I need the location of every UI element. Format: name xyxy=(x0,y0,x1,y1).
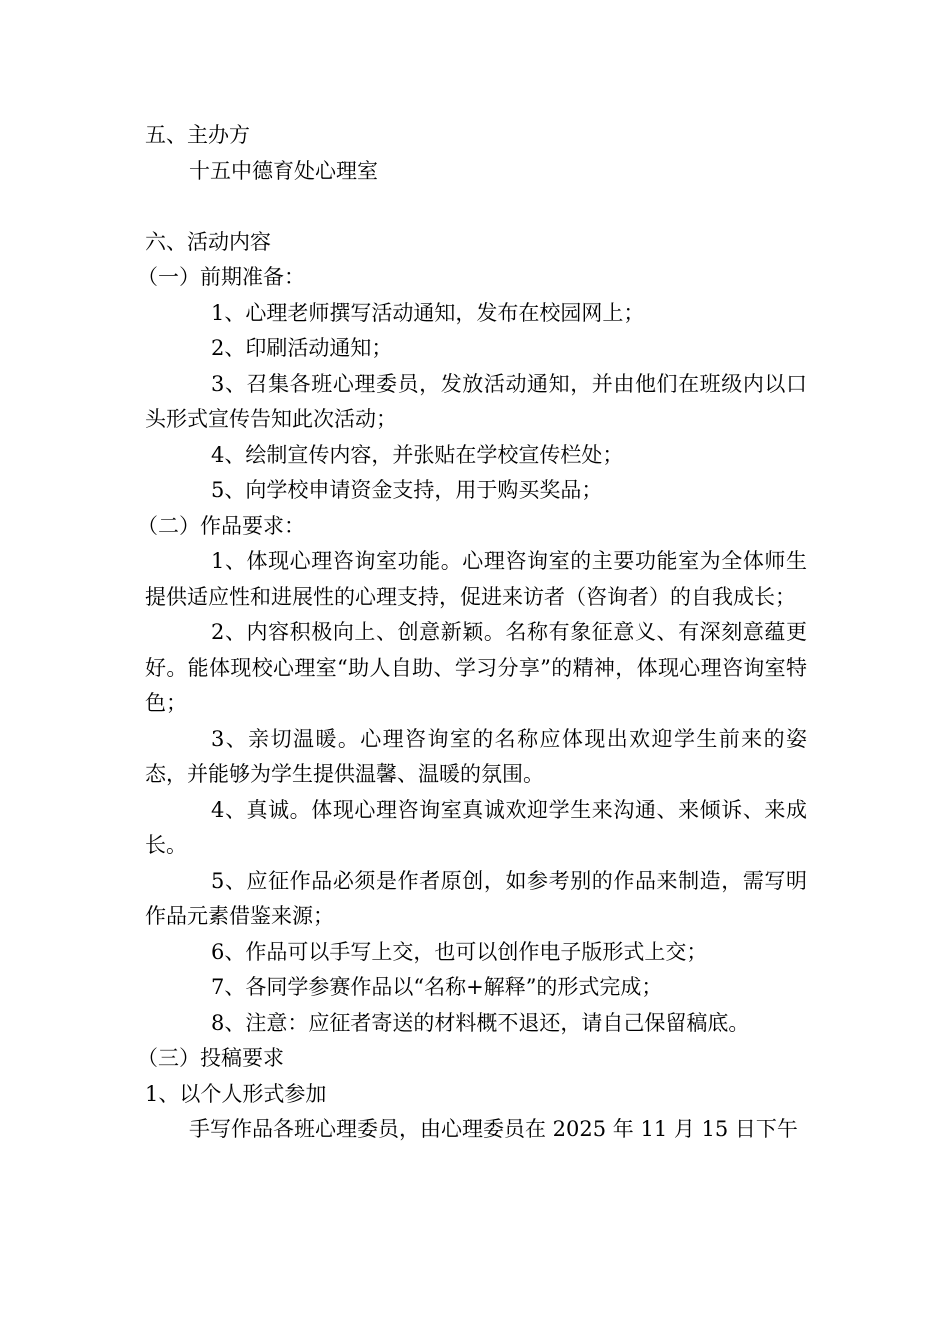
section-6-heading: 六、活动内容 xyxy=(145,229,271,254)
prep-item-4: 4、绘制宣传内容，并张贴在学校宣传栏处； xyxy=(211,442,624,467)
submit-item-1: 1、以个人形式参加 xyxy=(145,1081,327,1106)
subsection-2-heading: （二）作品要求： xyxy=(137,513,305,538)
req-item-3: 3、亲切温暖。心理咨询室的名称应体现出欢迎学生前来的姿态，并能够为学生提供温馨、温暖的氛围。 xyxy=(145,726,807,786)
subsection-1-heading: （一）前期准备： xyxy=(137,265,305,289)
req-item-7: 7、各同学参赛作品以“名称+解释”的形式完成； xyxy=(211,975,663,999)
req-item-6: 6、作品可以手写上交，也可以创作电子版形式上交； xyxy=(211,939,708,964)
section-5-organizer: 十五中德育处心理室 xyxy=(189,158,378,183)
prep-item-3: 3、召集各班心理委员，发放活动通知，并由他们在班级内以口头形式宣传告知此次活动； xyxy=(145,371,807,431)
subsection-3-heading: （三）投稿要求 xyxy=(137,1046,284,1070)
document-body xyxy=(137,118,807,1148)
blank-line xyxy=(145,189,807,225)
req-item-4: 4、真诚。体现心理咨询室真诚欢迎学生来沟通、来倾诉、来成长。 xyxy=(145,797,807,857)
req-item-1: 1、体现心理咨询室功能。心理咨询室的主要功能室为全体师生提供适应性和进展性的心理支持，促进来访者（咨询者）的自我成长； xyxy=(145,549,807,609)
prep-item-5: 5、向学校申请资金支持，用于购买奖品； xyxy=(211,478,603,502)
prep-item-1: 1、心理老师撰写活动通知，发布在校园网上； xyxy=(211,300,645,325)
prep-item-2: 2、印刷活动通知； xyxy=(211,336,393,360)
submit-body: 手写作品各班心理委员，由心理委员在 2025 年 11 月 15 日下午 xyxy=(189,1117,798,1141)
req-item-8: 8、注意：应征者寄送的材料概不退还，请自己保留稿底。 xyxy=(211,1010,750,1035)
req-item-2: 2、内容积极向上、创意新颖。名称有象征意义、有深刻意蕴更好。能体现校心理室“助人自助、学习分享”的精神，体现心理咨询室特色； xyxy=(145,620,807,715)
section-5-heading: 五、主办方 xyxy=(145,123,250,147)
req-item-5: 5、应征作品必须是作者原创，如参考别的作品来制造，需写明作品元素借鉴来源； xyxy=(145,868,807,928)
